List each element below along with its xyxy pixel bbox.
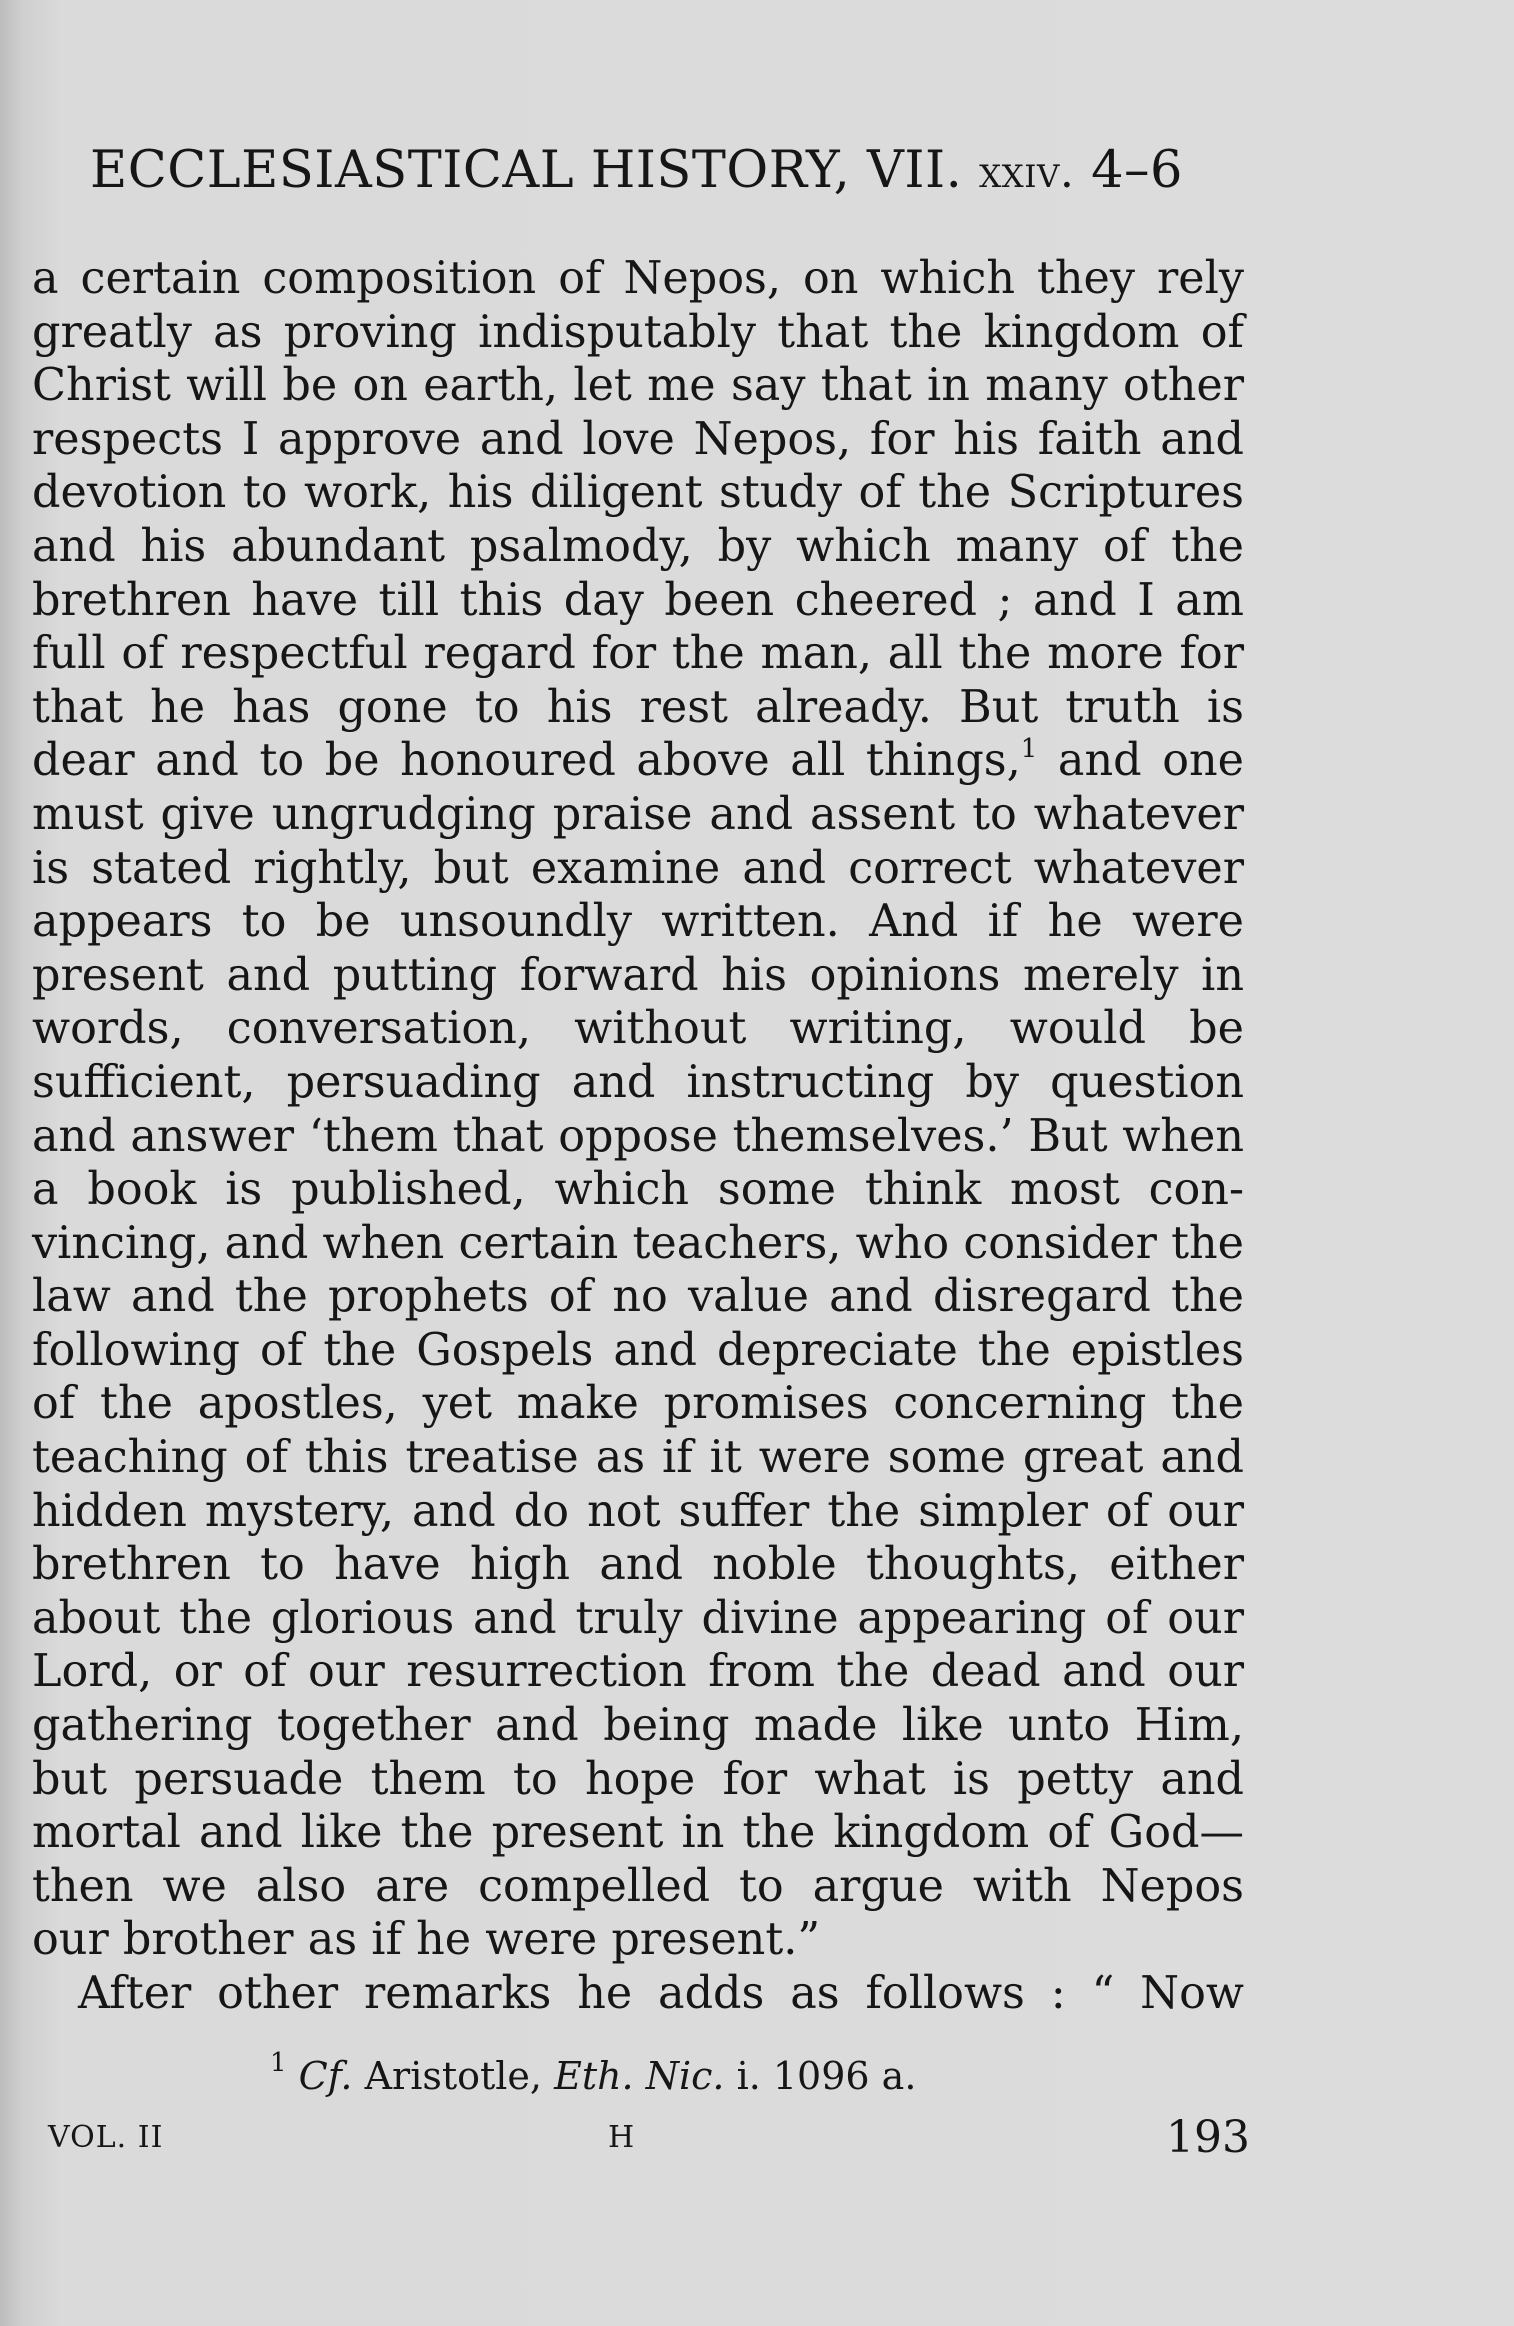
text-line: brethren have till this day been cheered ; and I am — [32, 574, 1244, 626]
text-line: respects I approve and love Nepos, for his faith and — [32, 413, 1244, 465]
text-line: about the glorious and truly divine appearing of our — [32, 1592, 1244, 1644]
text-line: our brother as if he were present.” — [32, 1914, 821, 1966]
text-line: law and the prophets of no value and disregard the — [32, 1271, 1244, 1323]
footnote-ref: 1 — [1020, 734, 1038, 765]
header-sections: 4–6 — [1091, 141, 1183, 200]
text-line: devotion to work, his diligent study of the Scriptures — [32, 467, 1244, 519]
text-line: After other remarks he adds as follows : “ Now — [78, 1968, 1244, 2019]
text-line: full of respectful regard for the man, all the more for — [32, 628, 1244, 680]
footnote-work: Eth. Nic. — [554, 2054, 725, 2098]
signature-mark: H — [608, 2120, 635, 2155]
text-line: teaching of this treatise as if it were some great and — [32, 1432, 1244, 1484]
text-line: sufficient, persuading and instructing by question — [32, 1056, 1244, 1108]
volume-label: VOL. II — [48, 2120, 164, 2155]
footnote-ref: i. 1096 a. — [724, 2054, 917, 2098]
footnote-marker: 1 — [270, 2048, 287, 2078]
text-line-tail: and one — [1037, 735, 1244, 787]
text-line: then we also are compelled to argue with Nepos — [32, 1860, 1244, 1912]
page-number: 193 — [1166, 2112, 1250, 2163]
text-line: and his abundant psalmody, by which many of the — [32, 520, 1244, 572]
text-line: following of the Gospels and depreciate the epistles — [32, 1324, 1244, 1376]
text-line: must give ungrudging praise and assent to whatever — [32, 788, 1244, 840]
text-line: that he has gone to his rest already. But truth is — [32, 681, 1244, 733]
text-line: hidden mystery, and do not suffer the simpler of our — [32, 1485, 1244, 1537]
body-text — [32, 252, 1244, 2021]
text-line-head: dear and to be honoured above all things, — [32, 735, 1021, 787]
text-line: vincing, and when certain teachers, who consider the — [32, 1217, 1244, 1269]
text-line: but persuade them to hope for what is petty and — [32, 1753, 1244, 1805]
text-line: gathering together and being made like unto Him, — [32, 1700, 1244, 1752]
text-line: greatly as proving indisputably that the kingdom of — [32, 306, 1244, 358]
text-line: a certain composition of Nepos, on which they rely — [32, 253, 1244, 304]
text-line: Lord, or of our resurrection from the dead and our — [32, 1646, 1244, 1698]
text-line: present and putting forward his opinions merely in — [32, 949, 1244, 1001]
footnote-author: Aristotle, — [352, 2054, 555, 2098]
text-line: and answer ‘them that oppose themselves.’ But when — [32, 1110, 1244, 1162]
header-chapter: xxiv. — [979, 147, 1075, 198]
text-line-with-footnote-ref — [32, 734, 1244, 788]
text-line: Christ will be on earth, let me say that in many other — [32, 360, 1244, 412]
running-header — [90, 140, 1240, 204]
text-line: appears to be unsoundly written. And if he were — [32, 896, 1244, 948]
text-line: words, conversation, without writing, would be — [32, 1003, 1244, 1055]
text-line: a book is published, which some think most con- — [32, 1164, 1244, 1216]
footnote-cf: Cf. — [298, 2054, 353, 2098]
text-line: is stated rightly, but examine and correct whatever — [32, 842, 1244, 894]
text-line: mortal and like the present in the kingdom of God— — [32, 1807, 1244, 1859]
header-title: ECCLESIASTICAL HISTORY, VII. — [90, 141, 963, 200]
footnote — [270, 2048, 917, 2100]
text-line: brethren to have high and noble thoughts, either — [32, 1539, 1244, 1591]
text-line: of the apostles, yet make promises concerning the — [32, 1378, 1244, 1430]
